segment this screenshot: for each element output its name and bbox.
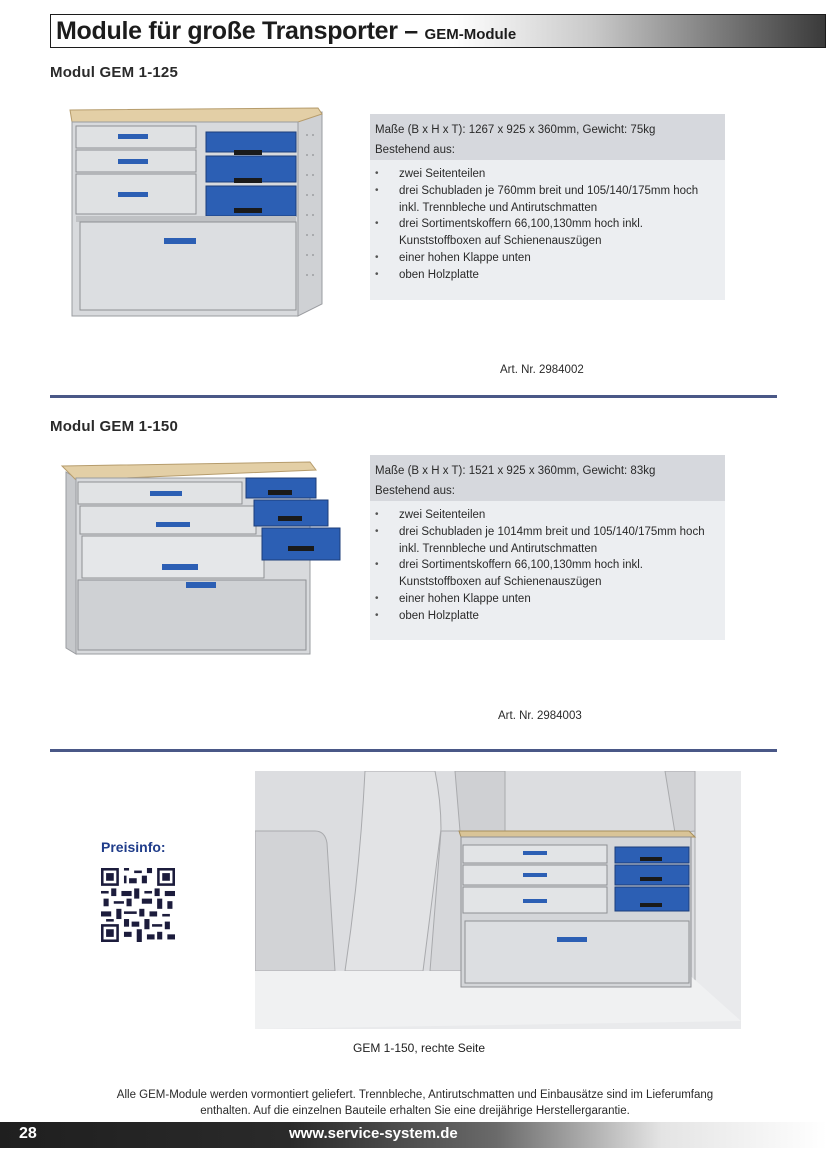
price-info-label: Preisinfo: — [101, 839, 166, 855]
list-item: • einer hohen Klappe unten — [375, 250, 719, 267]
qr-code[interactable] — [101, 868, 175, 942]
list-item: • drei Schubladen je 760mm breit und 105/140/175mm hoch inkl. Trennbleche und Antirutschmatten — [375, 183, 719, 217]
module-2-spec-box — [370, 455, 725, 640]
divider — [50, 395, 777, 398]
list-item: • oben Holzplatte — [375, 608, 719, 625]
footer-bar — [0, 1122, 827, 1148]
photo-caption: GEM 1-150, rechte Seite — [353, 1041, 486, 1055]
list-item: • einer hohen Klappe unten — [375, 591, 719, 608]
module-2-title: Modul GEM 1-150 — [50, 418, 179, 435]
page-title — [56, 17, 516, 46]
module-1-article-number: Art. Nr. 2984002 — [500, 364, 584, 376]
list-item: • zwei Seitenteilen — [375, 507, 719, 524]
module-2-dimensions: Maße (B x H x T): 1521 x 925 x 360mm, Gewicht: 83kg — [375, 465, 656, 477]
module-1-spec-header — [370, 114, 725, 160]
page-title-bar — [50, 14, 826, 48]
divider — [50, 749, 777, 752]
list-item: • drei Schubladen je 1014mm breit und 105/140/175mm hoch inkl. Trennbleche und Antirutschmatten — [375, 524, 719, 558]
list-item: • drei Sortimentskoffern 66,100,130mm hoch inkl. Kunststoffboxen auf Schienenauszügen — [375, 216, 719, 250]
footnote: Alle GEM-Module werden vormontiert geliefert. Trennbleche, Antirutschmatten und Einbausätze sind im Lieferumfang enthalten. Auf die einzelnen Bauteile erhalten Sie eine dreijährige Herstellergarantie. — [116, 1089, 714, 1117]
module-2-components-list — [370, 501, 725, 625]
module-1-product-image — [66, 104, 326, 320]
module-1-dimensions: Maße (B x H x T): 1267 x 925 x 360mm, Gewicht: 75kg — [375, 124, 656, 136]
website-link[interactable]: www.service-system.de — [289, 1125, 458, 1142]
list-item: • zwei Seitenteilen — [375, 166, 719, 183]
module-1-spec-box — [370, 114, 725, 300]
module-1-consists-label: Bestehend aus: — [375, 144, 455, 156]
module-2-product-image — [60, 458, 345, 658]
module-2-spec-header — [370, 455, 725, 501]
module-2-consists-label: Bestehend aus: — [375, 485, 455, 497]
van-interior-photo — [255, 771, 741, 1029]
page-title-text: Module für große Transporter – — [56, 17, 425, 45]
module-2-article-number: Art. Nr. 2984003 — [498, 710, 582, 722]
list-item: • oben Holzplatte — [375, 267, 719, 284]
module-1-title: Modul GEM 1-125 — [50, 64, 179, 81]
module-1-components-list — [370, 160, 725, 284]
page-subtitle: GEM-Module — [424, 26, 517, 43]
list-item: • drei Sortimentskoffern 66,100,130mm hoch inkl. Kunststoffboxen auf Schienenauszügen — [375, 557, 719, 591]
page-number: 28 — [19, 1125, 37, 1142]
